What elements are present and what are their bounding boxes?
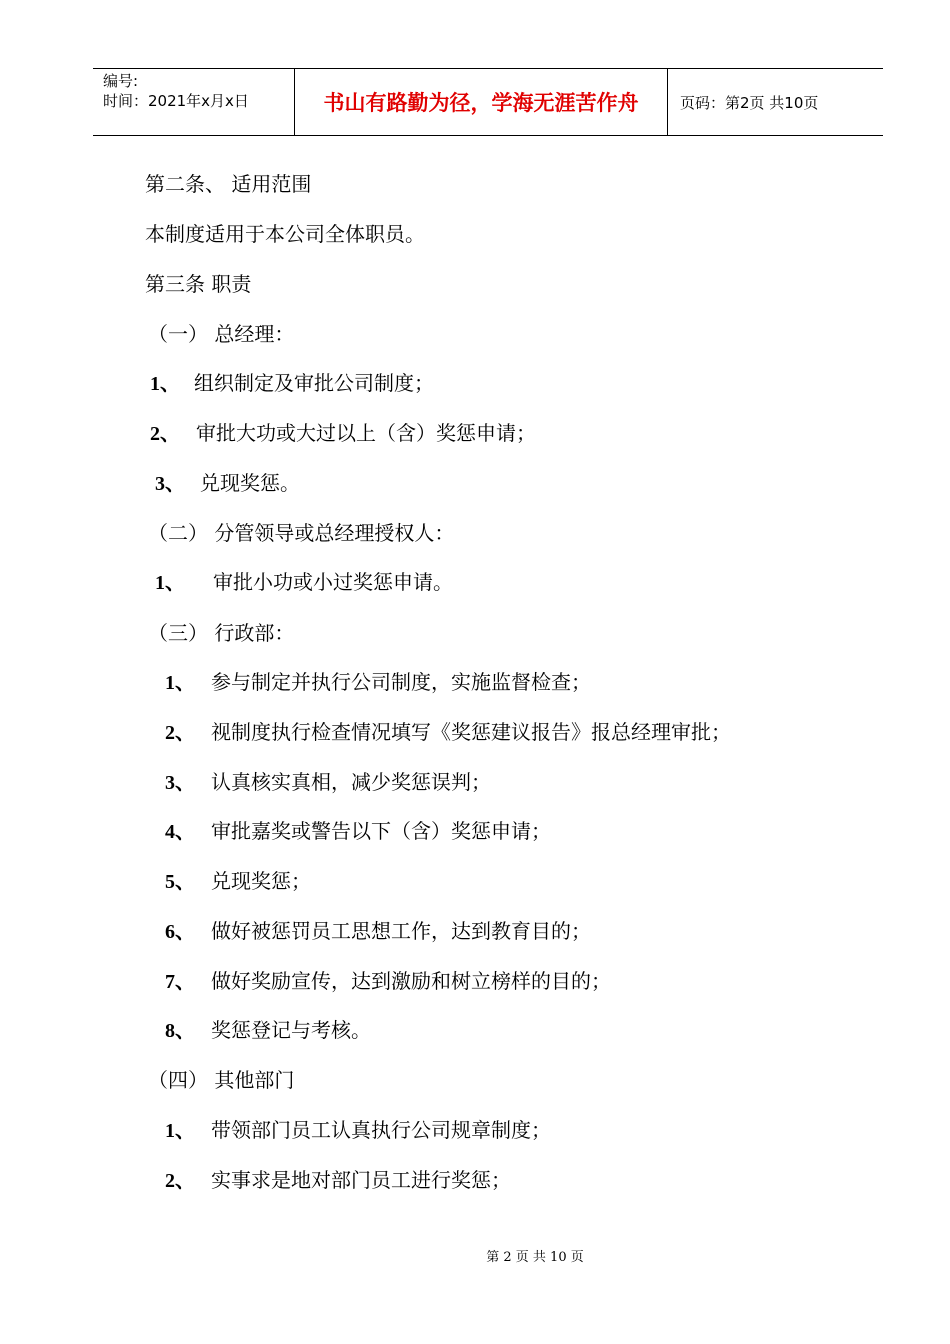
document-time-label: 时间：2021年x月x日 xyxy=(103,92,249,110)
section-4-item xyxy=(165,1168,511,1193)
item-number: 3、 xyxy=(155,473,185,495)
section-4-title: （四） 其他部门 xyxy=(148,1068,295,1092)
item-number: 5、 xyxy=(165,871,195,893)
item-number: 1、 xyxy=(165,672,195,694)
item-number: 2、 xyxy=(150,423,180,445)
item-text: 认真核实真相，减少奖惩误判； xyxy=(211,770,491,794)
item-text: 带领部门员工认真执行公司规章制度； xyxy=(211,1118,551,1142)
item-text: 审批小功或小过奖惩申请。 xyxy=(213,570,453,594)
article-2-body: 本制度适用于本公司全体职员。 xyxy=(145,222,425,246)
section-3-item xyxy=(165,1018,371,1043)
item-number: 6、 xyxy=(165,921,195,943)
article-2-title: 第二条、 适用范围 xyxy=(145,172,312,196)
header-motto: 书山有路勤为径，学海无涯苦作舟 xyxy=(295,69,668,135)
item-text: 组织制定及审批公司制度； xyxy=(194,371,434,395)
item-text: 兑现奖惩； xyxy=(211,869,311,893)
item-number: 3、 xyxy=(165,772,195,794)
section-1-item xyxy=(150,371,434,396)
item-text: 参与制定并执行公司制度，实施监督检查； xyxy=(211,670,591,694)
section-2-item xyxy=(155,570,453,595)
item-number: 2、 xyxy=(165,1170,195,1192)
section-3-item xyxy=(165,919,591,944)
header-page-label: 页码：第2页 共10页 xyxy=(680,93,819,112)
document-header xyxy=(93,68,883,136)
section-3-item xyxy=(165,969,611,994)
page-footer: 第 2 页 共 10 页 xyxy=(486,1250,584,1265)
item-number: 7、 xyxy=(165,971,195,993)
item-text: 审批嘉奖或警告以下（含）奖惩申请； xyxy=(211,819,551,843)
item-number: 1、 xyxy=(150,373,180,395)
header-meta-cell xyxy=(93,69,295,135)
item-number: 2、 xyxy=(165,722,195,744)
item-text: 做好被惩罚员工思想工作，达到教育目的； xyxy=(211,919,591,943)
section-4-item xyxy=(165,1118,551,1143)
document-number-label: 编号: xyxy=(103,72,139,90)
item-number: 1、 xyxy=(155,572,185,594)
section-3-item xyxy=(165,770,491,795)
section-3-item xyxy=(165,720,731,745)
item-number: 4、 xyxy=(165,821,195,843)
section-3-item xyxy=(165,670,591,695)
item-text: 视制度执行检查情况填写《奖惩建议报告》报总经理审批； xyxy=(211,720,731,744)
item-number: 1、 xyxy=(165,1120,195,1142)
section-3-item xyxy=(165,819,551,844)
section-1-item xyxy=(150,421,536,446)
item-text: 实事求是地对部门员工进行奖惩； xyxy=(211,1168,511,1192)
article-3-title: 第三条 职责 xyxy=(145,272,252,296)
section-2-title: （二） 分管领导或总经理授权人： xyxy=(148,521,455,545)
item-text: 奖惩登记与考核。 xyxy=(211,1018,371,1042)
item-text: 兑现奖惩。 xyxy=(200,471,300,495)
item-text: 审批大功或大过以上（含）奖惩申请； xyxy=(196,421,536,445)
section-1-item xyxy=(155,471,300,496)
item-text: 做好奖励宣传，达到激励和树立榜样的目的； xyxy=(211,969,611,993)
item-number: 8、 xyxy=(165,1020,195,1042)
section-1-title: （一） 总经理： xyxy=(148,322,295,346)
section-3-item xyxy=(165,869,311,894)
section-3-title: （三） 行政部： xyxy=(148,621,295,645)
